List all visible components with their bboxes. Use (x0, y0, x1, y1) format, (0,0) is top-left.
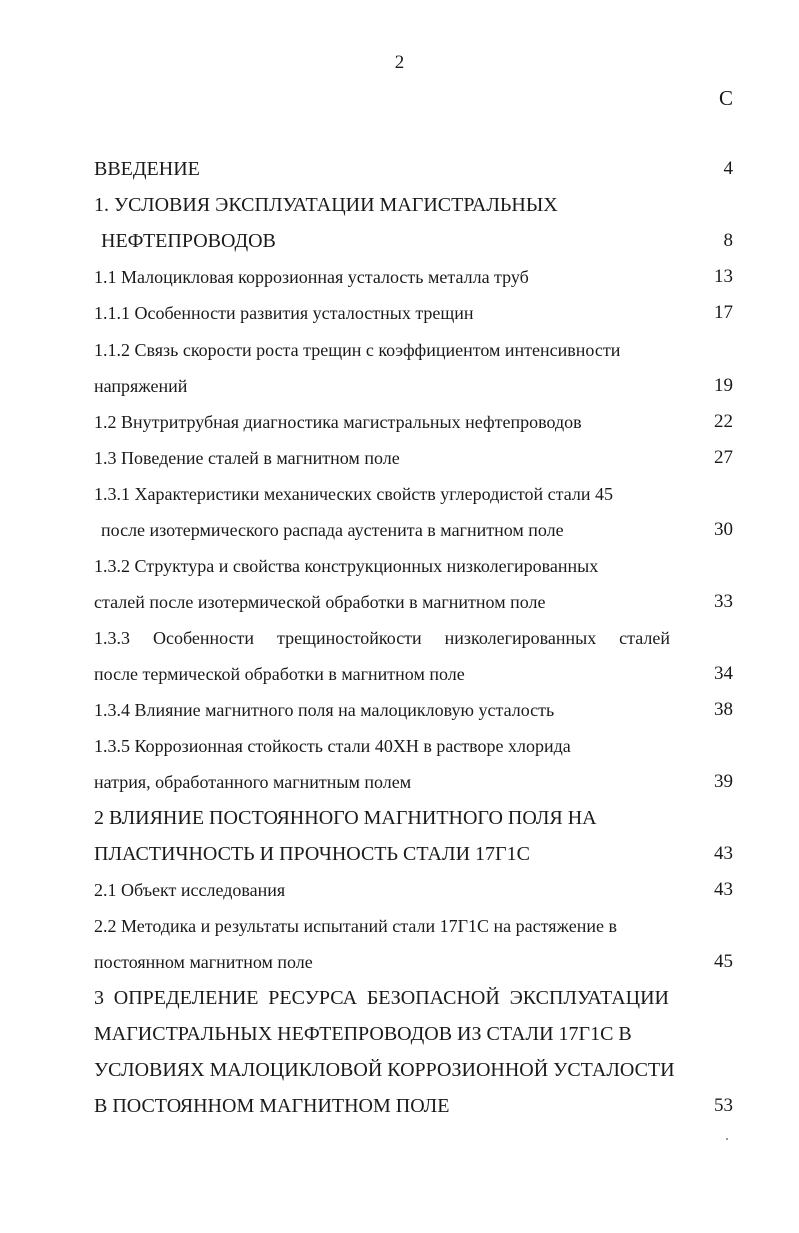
toc-entry-page: 33 (714, 591, 733, 612)
toc-entry-title: 1.3.3 Особенности трещиностойкости низколегированных сталей (94, 628, 670, 648)
toc-entry-title: 1.2 Внутритрубная диагностика магистральных нефтепроводов (94, 412, 582, 432)
toc-entry-title: 1.1 Малоцикловая коррозионная усталость металла труб (94, 267, 529, 287)
toc-entry-title-continued: сталей после изотермической обработки в магнитном поле (94, 592, 546, 612)
toc-entry-page: 38 (714, 699, 733, 720)
toc-entry-title-continued: В ПОСТОЯННОМ МАГНИТНОМ ПОЛЕ (94, 1095, 450, 1117)
toc-entry-page: 13 (714, 266, 733, 287)
page-column-label: С (718, 86, 733, 110)
toc-entry-title-continued: после изотермического распада аустенита в магнитном поле (101, 520, 564, 540)
toc-entry-page: 30 (714, 519, 733, 540)
toc-entry-title: 1.3.5 Коррозионная стойкость стали 40ХН в растворе хлорида (94, 736, 571, 756)
toc-entry-page: 8 (723, 230, 733, 251)
toc-entry-title: 1. УСЛОВИЯ ЭКСПЛУАТАЦИИ МАГИСТРАЛЬНЫХ (94, 194, 558, 216)
toc-entry-page: 43 (714, 879, 733, 900)
toc-entry-title-continued: УСЛОВИЯХ МАЛОЦИКЛОВОЙ КОРРОЗИОННОЙ УСТАЛОСТИ (94, 1059, 675, 1081)
scan-speck (726, 1138, 728, 1140)
toc-entry-title: 1.3.1 Характеристики механических свойств углеродистой стали 45 (94, 484, 614, 504)
toc-entry-title: 2.2 Методика и результаты испытаний стали 17Г1С на растяжение в (94, 916, 618, 936)
toc-entry-page: 39 (714, 771, 733, 792)
toc-entry-title-continued: напряжений (94, 376, 188, 396)
toc-entry-page: 27 (714, 447, 733, 468)
toc-entry-page: 53 (714, 1095, 733, 1116)
toc-entry-title: 1.1.2 Связь скорости роста трещин с коэффициентом интенсивности (94, 340, 621, 360)
toc-entry-page: 19 (714, 375, 733, 396)
toc-entry-page: 34 (714, 663, 733, 684)
toc-entry-title: 1.3.4 Влияние магнитного поля на малоцикловую усталость (94, 700, 555, 720)
toc-entry-page: 43 (714, 843, 733, 864)
toc-entry-title: 1.3.2 Структура и свойства конструкционных низколегированных (94, 556, 599, 576)
toc-entry-page: 17 (714, 302, 733, 323)
toc-entry-title: 1.1.1 Особенности развития усталостных трещин (94, 303, 474, 323)
toc-entry-title-continued: натрия, обработанного магнитным полем (94, 772, 412, 792)
toc-entry-title-continued: МАГИСТРАЛЬНЫХ НЕФТЕПРОВОДОВ ИЗ СТАЛИ 17Г1С В (94, 1023, 632, 1045)
toc-entry-page: 4 (723, 158, 733, 179)
toc-entry-title: 2 ВЛИЯНИЕ ПОСТОЯННОГО МАГНИТНОГО ПОЛЯ НА (94, 807, 597, 829)
toc-entry-title-continued: ПЛАСТИЧНОСТЬ И ПРОЧНОСТЬ СТАЛИ 17Г1С (94, 843, 530, 865)
toc-entry-title-continued: после термической обработки в магнитном поле (94, 664, 465, 684)
toc-entry-title: 3 ОПРЕДЕЛЕНИЕ РЕСУРСА БЕЗОПАСНОЙ ЭКСПЛУАТАЦИИ (94, 987, 669, 1009)
toc-entry-page: 45 (714, 951, 733, 972)
toc-entry-title-continued: НЕФТЕПРОВОДОВ (101, 230, 276, 252)
toc-entry-title-continued: постоянном магнитном поле (94, 952, 313, 972)
toc-entry-page: 22 (714, 411, 733, 432)
page-number: 2 (394, 52, 405, 73)
toc-entry-title: 2.1 Объект исследования (94, 880, 286, 900)
toc-entry-title: 1.3 Поведение сталей в магнитном поле (94, 448, 400, 468)
toc-entry-title: ВВЕДЕНИЕ (94, 158, 200, 180)
